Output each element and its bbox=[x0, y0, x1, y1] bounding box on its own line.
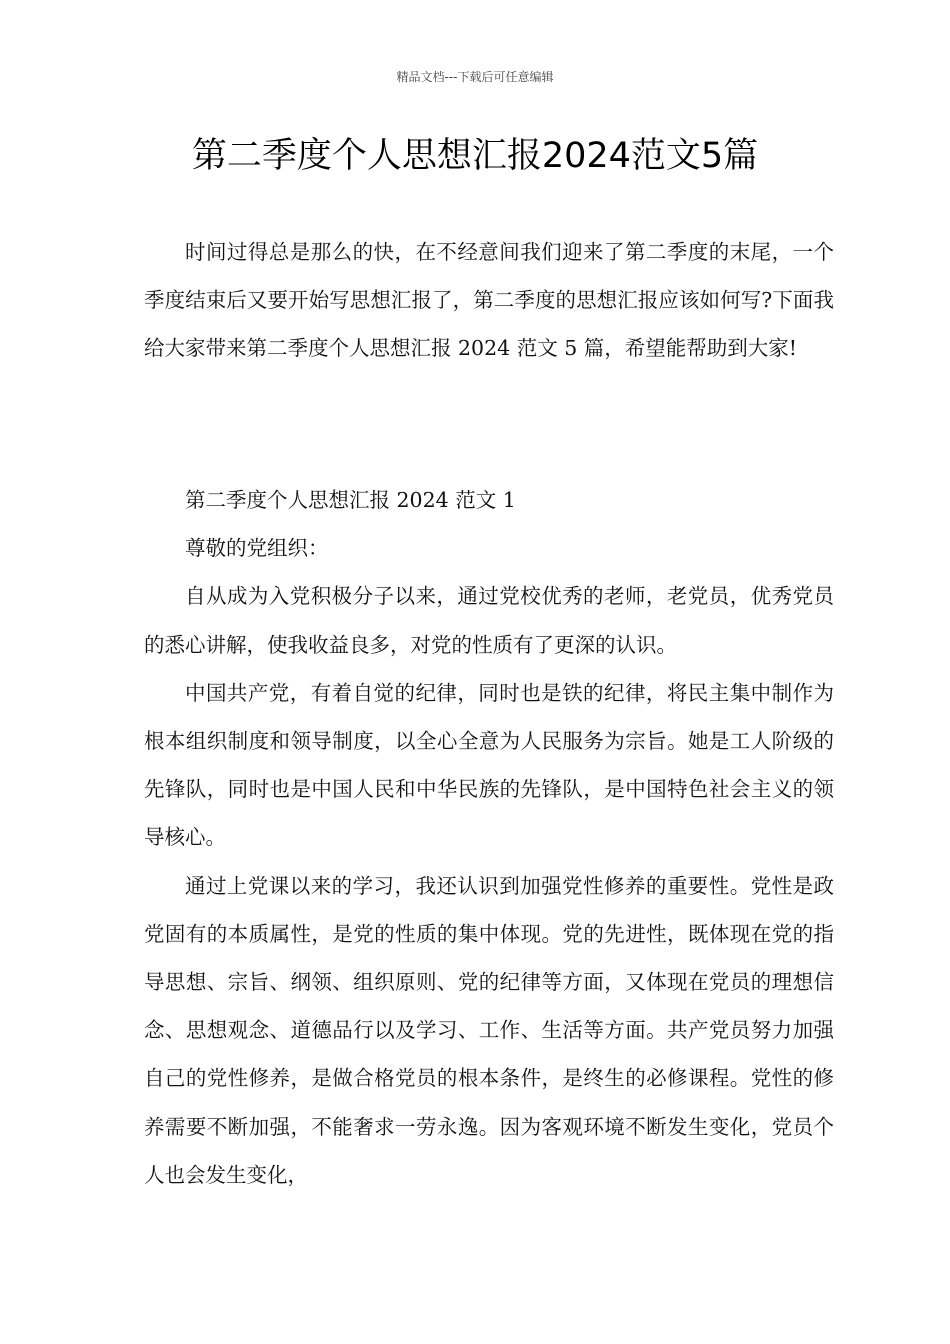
intro-block bbox=[144, 228, 834, 373]
intro-paragraph: 时间过得总是那么的快，在不经意间我们迎来了第二季度的末尾，一个季度结束后又要开始写思想汇报了，第二季度的思想汇报应该如何写?下面我给大家带来第二季度个人思想汇报 2024 范文 5 篇，希望能帮助到大家! bbox=[144, 240, 834, 361]
body-paragraph-1: 自从成为入党积极分子以来，通过党校优秀的老师，老党员，优秀党员的悉心讲解，使我收益良多，对党的性质有了更深的认识。 bbox=[144, 584, 834, 657]
body-paragraph-2: 中国共产党，有着自觉的纪律，同时也是铁的纪律，将民主集中制作为根本组织制度和领导制度，以全心全意为人民服务为宗旨。她是工人阶级的先锋队，同时也是中国人民和中华民族的先锋队，是中国特色社会主义的领导核心。 bbox=[144, 680, 834, 850]
section-block bbox=[144, 476, 834, 1199]
document-title: 第二季度个人思想汇报2024范文5篇 bbox=[191, 136, 759, 176]
salutation: 尊敬的党组织： bbox=[185, 536, 329, 561]
body-paragraph-3: 通过上党课以来的学习，我还认识到加强党性修养的重要性。党性是政党固有的本质属性，是党的性质的集中体现。党的先进性，既体现在党的指导思想、宗旨、纲领、组织原则、党的纪律等方面，又体现在党员的理想信念、思想观念、道德品行以及学习、工作、生活等方面。共产党员努力加强自己的党性修养，是做合格党员的根本条件，是终生的必修课程。党性的修养需要不断加强，不能奢求一劳永逸。因为客观环境不断发生变化，党员个人也会发生变化， bbox=[144, 873, 834, 1187]
header-note: 精品文档---下载后可任意编辑 bbox=[396, 70, 554, 84]
section-heading: 第二季度个人思想汇报 2024 范文 1 bbox=[185, 488, 516, 512]
